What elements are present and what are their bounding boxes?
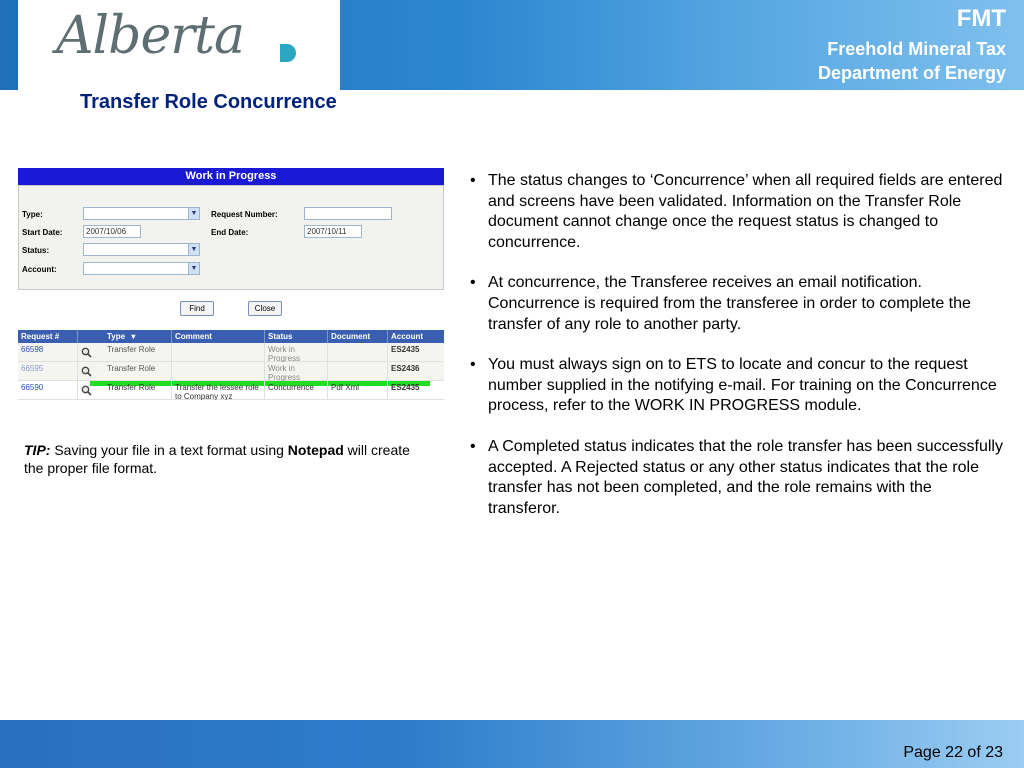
account-select[interactable] xyxy=(83,262,200,275)
status-cell: Concurrence xyxy=(265,381,328,400)
type-cell: Transfer Role xyxy=(104,381,172,400)
type-cell: Transfer Role xyxy=(104,362,172,381)
header-subtitle-2: Department of Energy xyxy=(817,63,1006,83)
column-header-type[interactable] xyxy=(104,330,172,343)
alberta-logo-text: Alberta xyxy=(56,6,244,66)
tip-text-after: will create the proper file format. xyxy=(24,442,410,476)
bullet-text: The status changes to ‘Concurrence’ when all required fields are entered and screens have been validated. Information on the Transfer Role document cannot change once the request status is changed to concurrence. xyxy=(488,172,1003,251)
magnifier-icon[interactable] xyxy=(81,366,92,377)
magnifier-icon[interactable] xyxy=(81,347,92,358)
end-date-input[interactable]: 2007/10/11 xyxy=(304,225,362,238)
comment-cell xyxy=(172,343,265,362)
table-row xyxy=(18,381,444,400)
status-cell: Work in Progress xyxy=(265,362,328,381)
type-label: Type: xyxy=(22,210,43,219)
bullet-text: At concurrence, the Transferee receives an email notification. Concurrence is required from the transferee in order to complete the transfer of any role to another party. xyxy=(488,274,971,333)
wip-title-bar: Work in Progress xyxy=(18,168,444,185)
chevron-down-icon: ▼ xyxy=(188,208,199,219)
work-in-progress-panel xyxy=(18,168,444,402)
column-header-type-label: Type xyxy=(107,332,126,341)
request-number-link[interactable]: 66598 xyxy=(18,343,78,362)
table-header xyxy=(18,330,444,343)
bullet-list xyxy=(466,171,1006,539)
column-header-document[interactable]: Document xyxy=(328,330,388,343)
close-button[interactable]: Close xyxy=(248,301,282,316)
list-item xyxy=(466,437,1006,519)
document-cell xyxy=(328,362,388,381)
wip-search-form xyxy=(18,185,444,290)
magnifier-icon[interactable] xyxy=(81,385,92,396)
account-label: Account: xyxy=(22,265,57,274)
request-number-label: Request Number: xyxy=(211,210,278,219)
header-banner xyxy=(0,0,1024,90)
request-number-input[interactable] xyxy=(304,207,392,220)
start-date-input[interactable]: 2007/10/06 xyxy=(83,225,141,238)
table-row xyxy=(18,362,444,381)
column-header-request[interactable]: Request # xyxy=(18,330,78,343)
status-select[interactable] xyxy=(83,243,200,256)
alberta-logo-mark-icon xyxy=(280,44,296,62)
bullet-dot: • xyxy=(470,274,476,292)
request-number-link[interactable]: 66595 xyxy=(18,362,78,381)
status-cell: Work in Progress xyxy=(265,343,328,362)
account-cell: ES2435 xyxy=(391,383,420,392)
account-cell: ES2435 xyxy=(391,345,420,354)
document-cell xyxy=(328,343,388,362)
column-header-status[interactable]: Status xyxy=(265,330,328,343)
comment-cell: Transfer the lessee role to Company xyz xyxy=(172,381,265,400)
header-subtitle-1: Freehold Mineral Tax xyxy=(827,39,1006,59)
find-button[interactable]: Find xyxy=(180,301,214,316)
type-select[interactable] xyxy=(83,207,200,220)
tip-bold-word: Notepad xyxy=(287,442,344,458)
page-title: Transfer Role Concurrence xyxy=(80,91,337,113)
type-cell: Transfer Role xyxy=(104,343,172,362)
tip-label: TIP: xyxy=(24,442,51,458)
sort-down-icon: ▾ xyxy=(131,332,136,341)
alberta-logo xyxy=(18,0,340,90)
status-label: Status: xyxy=(22,246,50,255)
request-number-link[interactable]: 66590 xyxy=(18,381,78,400)
header-acronym: FMT xyxy=(956,5,1006,32)
account-cell: ES2436 xyxy=(391,364,420,373)
list-item xyxy=(466,171,1006,253)
tip-note xyxy=(24,441,424,477)
end-date-label: End Date: xyxy=(211,228,249,237)
start-date-label: Start Date: xyxy=(22,228,63,237)
wip-results-table xyxy=(18,330,444,400)
column-header-account[interactable]: Account xyxy=(391,332,423,341)
bullet-dot: • xyxy=(470,356,476,374)
footer-bar xyxy=(0,720,1024,768)
bullet-text: You must always sign on to ETS to locate and concur to the request number supplied in the notifying e-mail. For training on the Concurrence process, refer to the WORK IN PROGRESS module. xyxy=(488,356,997,415)
page-number: Page 22 of 23 xyxy=(903,744,1003,761)
column-header-comment[interactable]: Comment xyxy=(172,330,265,343)
list-item xyxy=(466,273,1006,335)
list-item xyxy=(466,355,1006,417)
chevron-down-icon: ▼ xyxy=(188,244,199,255)
bullet-dot: • xyxy=(470,172,476,189)
chevron-down-icon: ▼ xyxy=(188,263,199,274)
table-row xyxy=(18,343,444,362)
comment-cell xyxy=(172,362,265,381)
bullet-text: A Completed status indicates that the role transfer has been successfully accepted. A Rejected status or any other status indicates that the role transfer has not been completed, and the role remains with the transferor. xyxy=(488,437,1003,517)
bullet-dot: • xyxy=(470,437,476,455)
tip-text-before: Saving your file in a text format using xyxy=(50,442,288,458)
document-links[interactable]: Pdf Xml xyxy=(328,381,388,400)
